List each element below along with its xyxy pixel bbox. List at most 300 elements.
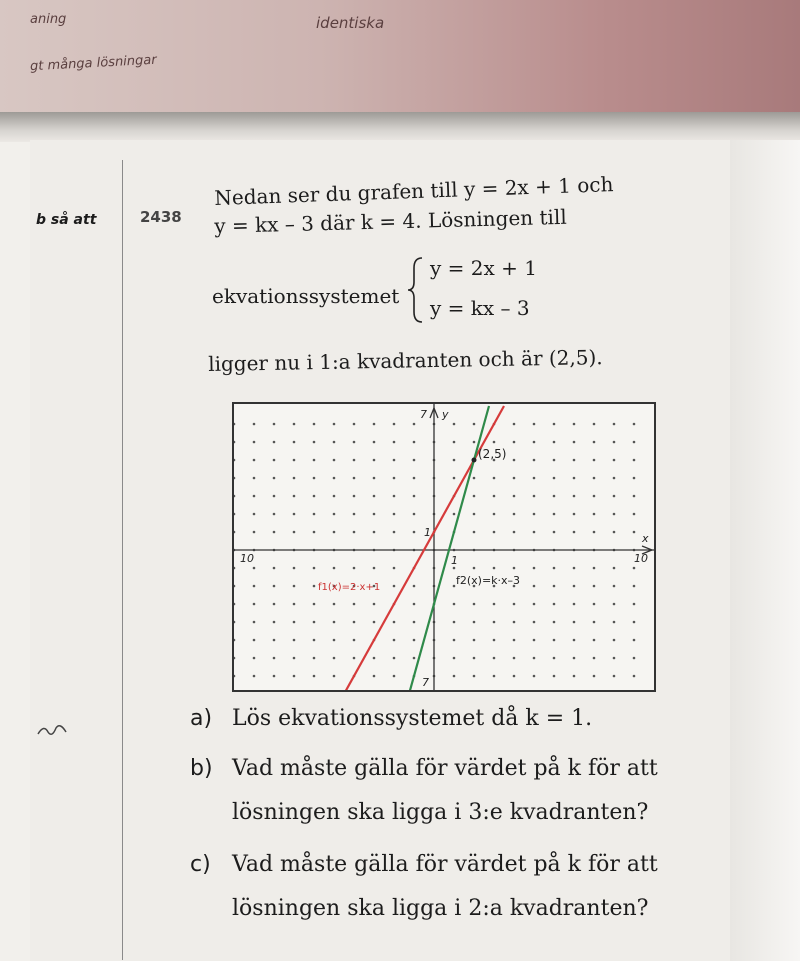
grid-dot <box>234 639 235 642</box>
grid-dot <box>413 585 416 588</box>
grid-dot <box>513 513 516 516</box>
task-b <box>190 756 658 781</box>
grid-dot <box>553 459 556 462</box>
x-axis-label: x <box>642 532 649 545</box>
grid-dot <box>473 495 476 498</box>
grid-dot <box>333 513 336 516</box>
grid-dot <box>473 639 476 642</box>
grid-dot <box>633 585 636 588</box>
grid-dot <box>393 495 396 498</box>
grid-dot <box>234 513 235 516</box>
grid-dot <box>413 441 416 444</box>
grid-dot <box>393 621 396 624</box>
intersection-label: (2,5) <box>478 447 507 461</box>
grid-dot <box>273 477 276 480</box>
grid-dot <box>473 567 476 570</box>
grid-dot <box>573 459 576 462</box>
grid-dot <box>533 441 536 444</box>
grid-dot <box>313 585 316 588</box>
grid-dot <box>273 621 276 624</box>
grid-dot <box>393 423 396 426</box>
grid-dot <box>613 621 616 624</box>
grid-dot <box>234 675 235 678</box>
grid-dot <box>293 567 296 570</box>
grid-dot <box>273 513 276 516</box>
grid-dot <box>293 423 296 426</box>
grid-dot <box>273 567 276 570</box>
grid-dot <box>353 621 356 624</box>
grid-dot <box>313 603 316 606</box>
grid-dot <box>473 513 476 516</box>
grid-dot <box>453 657 456 660</box>
grid-dot <box>353 657 356 660</box>
grid-dot <box>473 657 476 660</box>
grid-dot <box>593 459 596 462</box>
grid-dot <box>553 621 556 624</box>
page-fold-shadow <box>0 112 800 142</box>
grid-dot <box>253 513 256 516</box>
grid-dot <box>473 675 476 678</box>
grid-dot <box>613 423 616 426</box>
grid-dot <box>633 621 636 624</box>
task-c <box>190 852 658 877</box>
grid-dot <box>533 585 536 588</box>
grid-dot <box>393 441 396 444</box>
series-label-f1: f1(x)=2·x+1 <box>318 582 381 593</box>
grid-dot <box>553 639 556 642</box>
grid-dot <box>353 513 356 516</box>
grid-dot <box>373 513 376 516</box>
pencil-scribble <box>36 720 76 740</box>
grid-dot <box>333 423 336 426</box>
grid-dot <box>493 477 496 480</box>
grid-dot <box>553 603 556 606</box>
grid-dot <box>413 513 416 516</box>
problem-text-line: ligger nu i 1:a kvadranten och är (2,5). <box>208 345 603 376</box>
task-text: Lös ekvationssystemet då k = 1. <box>232 706 593 731</box>
grid-dot <box>593 639 596 642</box>
grid-dot <box>333 657 336 660</box>
grid-dot <box>493 441 496 444</box>
grid-dot <box>373 477 376 480</box>
grid-dot <box>633 603 636 606</box>
grid-dot <box>413 657 416 660</box>
grid-dot <box>253 441 256 444</box>
grid-dot <box>593 567 596 570</box>
grid-dot <box>493 657 496 660</box>
grid-dot <box>633 657 636 660</box>
grid-dot <box>333 639 336 642</box>
grid-dot <box>373 423 376 426</box>
grid-dot <box>473 423 476 426</box>
grid-dot <box>613 639 616 642</box>
grid-dot <box>393 657 396 660</box>
grid-dot <box>633 459 636 462</box>
grid-dot <box>293 639 296 642</box>
grid-dot <box>593 477 596 480</box>
grid-dot <box>573 441 576 444</box>
grid-dot <box>293 585 296 588</box>
grid-dot <box>633 477 636 480</box>
grid-dot <box>393 459 396 462</box>
grid-dot <box>333 441 336 444</box>
grid-dot <box>253 585 256 588</box>
grid-dot <box>393 585 396 588</box>
grid-dot <box>353 423 356 426</box>
grid-dot <box>493 603 496 606</box>
grid-dot <box>593 585 596 588</box>
problem-text-line: Nedan ser du grafen till y = 2x + 1 och <box>214 172 614 210</box>
grid-dot <box>533 531 536 534</box>
grid-dot <box>573 513 576 516</box>
task-text: Vad måste gälla för värdet på k för att <box>232 852 658 877</box>
grid-dot <box>553 423 556 426</box>
grid-dot <box>553 495 556 498</box>
grid-dot <box>613 441 616 444</box>
grid-dot <box>533 495 536 498</box>
grid-dot <box>453 567 456 570</box>
grid-dot <box>533 657 536 660</box>
grid-dot <box>613 495 616 498</box>
grid-dot <box>353 477 356 480</box>
grid-dot <box>513 603 516 606</box>
grid-dot <box>373 621 376 624</box>
grid-dot <box>513 531 516 534</box>
grid-dot <box>253 675 256 678</box>
grid-dot <box>273 459 276 462</box>
grid-dot <box>234 621 235 624</box>
grid-dot <box>353 567 356 570</box>
grid-dot <box>593 441 596 444</box>
grid-dot <box>593 675 596 678</box>
grid-dot <box>253 567 256 570</box>
grid-dot <box>253 603 256 606</box>
grid-dot <box>313 567 316 570</box>
grid-dot <box>273 657 276 660</box>
grid-dot <box>593 603 596 606</box>
grid-dot <box>533 603 536 606</box>
grid-dot <box>293 531 296 534</box>
grid-dot <box>313 531 316 534</box>
grid-dot <box>234 495 235 498</box>
grid-dot <box>493 621 496 624</box>
grid-dot <box>373 603 376 606</box>
grid-dot <box>513 657 516 660</box>
grid-dot <box>373 459 376 462</box>
grid-dot <box>234 603 235 606</box>
grid-dot <box>493 513 496 516</box>
grid-dot <box>253 495 256 498</box>
grid-dot <box>353 441 356 444</box>
grid-dot <box>413 477 416 480</box>
grid-dot <box>413 495 416 498</box>
grid-dot <box>573 531 576 534</box>
grid-dot <box>553 513 556 516</box>
grid-dot <box>633 513 636 516</box>
header-fragment: gt många lösningar <box>29 52 158 75</box>
grid-dot <box>313 639 316 642</box>
grid-dot <box>453 639 456 642</box>
grid-dot <box>573 495 576 498</box>
grid-dot <box>453 621 456 624</box>
margin-note: b så att <box>36 212 97 228</box>
system-label: ekvationssystemet <box>212 284 400 308</box>
grid-dot <box>333 531 336 534</box>
grid-dot <box>473 441 476 444</box>
grid-dot <box>293 495 296 498</box>
equation-2: y = kx – 3 <box>430 296 530 320</box>
task-letter: c) <box>190 852 211 877</box>
page-edge <box>730 140 800 961</box>
grid-dot <box>393 567 396 570</box>
grid-dot <box>613 513 616 516</box>
function-graph <box>232 402 656 692</box>
grid-dot <box>253 423 256 426</box>
intersection-point <box>472 458 477 463</box>
grid-dot <box>333 675 336 678</box>
grid-dot <box>393 531 396 534</box>
grid-dot <box>513 495 516 498</box>
grid-dot <box>533 477 536 480</box>
grid-dot <box>253 657 256 660</box>
grid-dot <box>413 531 416 534</box>
grid-dot <box>453 477 456 480</box>
grid-dot <box>573 675 576 678</box>
grid-dot <box>553 477 556 480</box>
grid-dot <box>493 495 496 498</box>
grid-dot <box>373 531 376 534</box>
grid-dot <box>293 621 296 624</box>
grid-dot <box>273 603 276 606</box>
equation-1: y = 2x + 1 <box>430 256 537 280</box>
task-letter: a) <box>190 706 213 731</box>
x-unit-label: 1 <box>451 554 458 567</box>
grid-dot <box>513 441 516 444</box>
grid-dot <box>413 459 416 462</box>
grid-dot <box>593 531 596 534</box>
grid-dot <box>373 657 376 660</box>
grid-dot <box>393 477 396 480</box>
grid-dot <box>273 423 276 426</box>
y-tick-label-min: 7 <box>422 676 429 689</box>
grid-dot <box>313 423 316 426</box>
grid-dot <box>393 513 396 516</box>
grid-dot <box>333 621 336 624</box>
grid-dot <box>373 441 376 444</box>
grid-dot <box>373 675 376 678</box>
grid-dot <box>613 603 616 606</box>
grid-dot <box>234 531 235 534</box>
grid-dot <box>553 657 556 660</box>
grid-dot <box>293 657 296 660</box>
margin-rule <box>122 160 123 960</box>
task-a <box>190 706 592 731</box>
grid-dot <box>513 423 516 426</box>
grid-dot <box>293 477 296 480</box>
grid-dot <box>313 495 316 498</box>
header-fragment: aning <box>30 12 67 27</box>
y-unit-label: 1 <box>424 526 431 539</box>
grid-dot <box>633 423 636 426</box>
grid-dot <box>273 441 276 444</box>
grid-dot <box>513 675 516 678</box>
grid-dot <box>393 675 396 678</box>
grid-dot <box>553 441 556 444</box>
grid-dot <box>273 639 276 642</box>
grid-dot <box>273 531 276 534</box>
grid-dot <box>593 495 596 498</box>
grid-dot <box>253 639 256 642</box>
grid-dot <box>313 621 316 624</box>
grid-dot <box>533 423 536 426</box>
grid-dot <box>453 603 456 606</box>
system-brace <box>406 256 426 324</box>
grid-dot <box>234 459 235 462</box>
grid-dot <box>313 441 316 444</box>
grid-dot <box>613 567 616 570</box>
problem-text-line: y = kx – 3 där k = 4. Lösningen till <box>214 204 568 238</box>
grid-dot <box>593 423 596 426</box>
grid-dot <box>613 531 616 534</box>
grid-dot <box>453 675 456 678</box>
grid-dot <box>253 477 256 480</box>
grid-dot <box>253 621 256 624</box>
grid-dot <box>593 657 596 660</box>
grid-dot <box>573 567 576 570</box>
grid-dot <box>413 621 416 624</box>
grid-dot <box>513 639 516 642</box>
task-b-line2: lösningen ska ligga i 3:e kvadranten? <box>232 800 649 825</box>
grid-dot <box>513 459 516 462</box>
grid-dot <box>613 459 616 462</box>
grid-dot <box>373 567 376 570</box>
grid-dot <box>353 603 356 606</box>
grid-dot <box>593 621 596 624</box>
y-tick-label-max: 7 <box>420 408 427 421</box>
grid-dot <box>253 459 256 462</box>
grid-dot <box>573 621 576 624</box>
grid-dot <box>513 477 516 480</box>
grid-dot <box>333 567 336 570</box>
graph-svg <box>234 404 654 690</box>
grid-dot <box>453 585 456 588</box>
grid-dot <box>453 441 456 444</box>
grid-dot <box>533 639 536 642</box>
grid-dot <box>234 567 235 570</box>
x-tick-label-max: 10 <box>634 552 648 565</box>
grid-dot <box>473 477 476 480</box>
grid-dot <box>493 531 496 534</box>
grid-dot <box>473 603 476 606</box>
grid-dot <box>633 531 636 534</box>
task-letter: b) <box>190 756 213 781</box>
grid-dot <box>553 585 556 588</box>
series-line-2 <box>409 406 489 690</box>
grid-dot <box>553 531 556 534</box>
grid-dot <box>273 585 276 588</box>
grid-dot <box>234 423 235 426</box>
grid-dot <box>234 477 235 480</box>
grid-dot <box>273 675 276 678</box>
grid-dot <box>593 513 596 516</box>
grid-dot <box>333 459 336 462</box>
grid-dot <box>393 639 396 642</box>
grid-dot <box>413 423 416 426</box>
grid-dot <box>353 495 356 498</box>
grid-dot <box>533 567 536 570</box>
grid-dot <box>373 495 376 498</box>
problem-number: 2438 <box>140 208 182 226</box>
grid-dot <box>253 531 256 534</box>
grid-dot <box>333 495 336 498</box>
series-label-f2: f2(x)=k·x–3 <box>456 574 521 587</box>
grid-dot <box>493 567 496 570</box>
grid-dot <box>293 513 296 516</box>
grid-dot <box>573 657 576 660</box>
grid-dot <box>633 639 636 642</box>
grid-dot <box>573 603 576 606</box>
grid-dot <box>273 495 276 498</box>
task-text: Vad måste gälla för värdet på k för att <box>232 756 658 781</box>
grid-dot <box>293 675 296 678</box>
grid-dot <box>313 459 316 462</box>
grid-dot <box>633 441 636 444</box>
grid-dot <box>234 441 235 444</box>
grid-dot <box>453 423 456 426</box>
grid-dot <box>293 459 296 462</box>
grid-dot <box>633 675 636 678</box>
grid-dot <box>293 441 296 444</box>
grid-dot <box>313 657 316 660</box>
grid-dot <box>413 603 416 606</box>
grid-dot <box>313 513 316 516</box>
grid-dot <box>533 621 536 624</box>
grid-dot <box>473 531 476 534</box>
grid-dot <box>513 567 516 570</box>
grid-dot <box>333 603 336 606</box>
grid-dot <box>413 639 416 642</box>
grid-dot <box>533 675 536 678</box>
grid-dot <box>613 477 616 480</box>
grid-dot <box>453 459 456 462</box>
grid-dot <box>573 639 576 642</box>
grid-dot <box>493 675 496 678</box>
grid-dot <box>613 585 616 588</box>
grid-dot <box>493 639 496 642</box>
grid-dot <box>573 477 576 480</box>
grid-dot <box>473 621 476 624</box>
task-c-line2: lösningen ska ligga i 2:a kvadranten? <box>232 896 649 921</box>
grid-dot <box>573 423 576 426</box>
grid-dot <box>613 657 616 660</box>
grid-dot <box>333 477 336 480</box>
grid-dot <box>234 657 235 660</box>
x-tick-label-min: 10 <box>240 552 254 565</box>
grid-dot <box>353 459 356 462</box>
grid-dot <box>533 459 536 462</box>
grid-dot <box>553 567 556 570</box>
grid-dot <box>453 513 456 516</box>
header-fragment: identiska <box>316 14 385 32</box>
grid-dot <box>573 585 576 588</box>
grid-dot <box>353 531 356 534</box>
grid-dot <box>513 621 516 624</box>
grid-dot <box>633 567 636 570</box>
grid-dot <box>353 639 356 642</box>
grid-dot <box>553 675 556 678</box>
grid-dot <box>293 603 296 606</box>
grid-dot <box>313 477 316 480</box>
